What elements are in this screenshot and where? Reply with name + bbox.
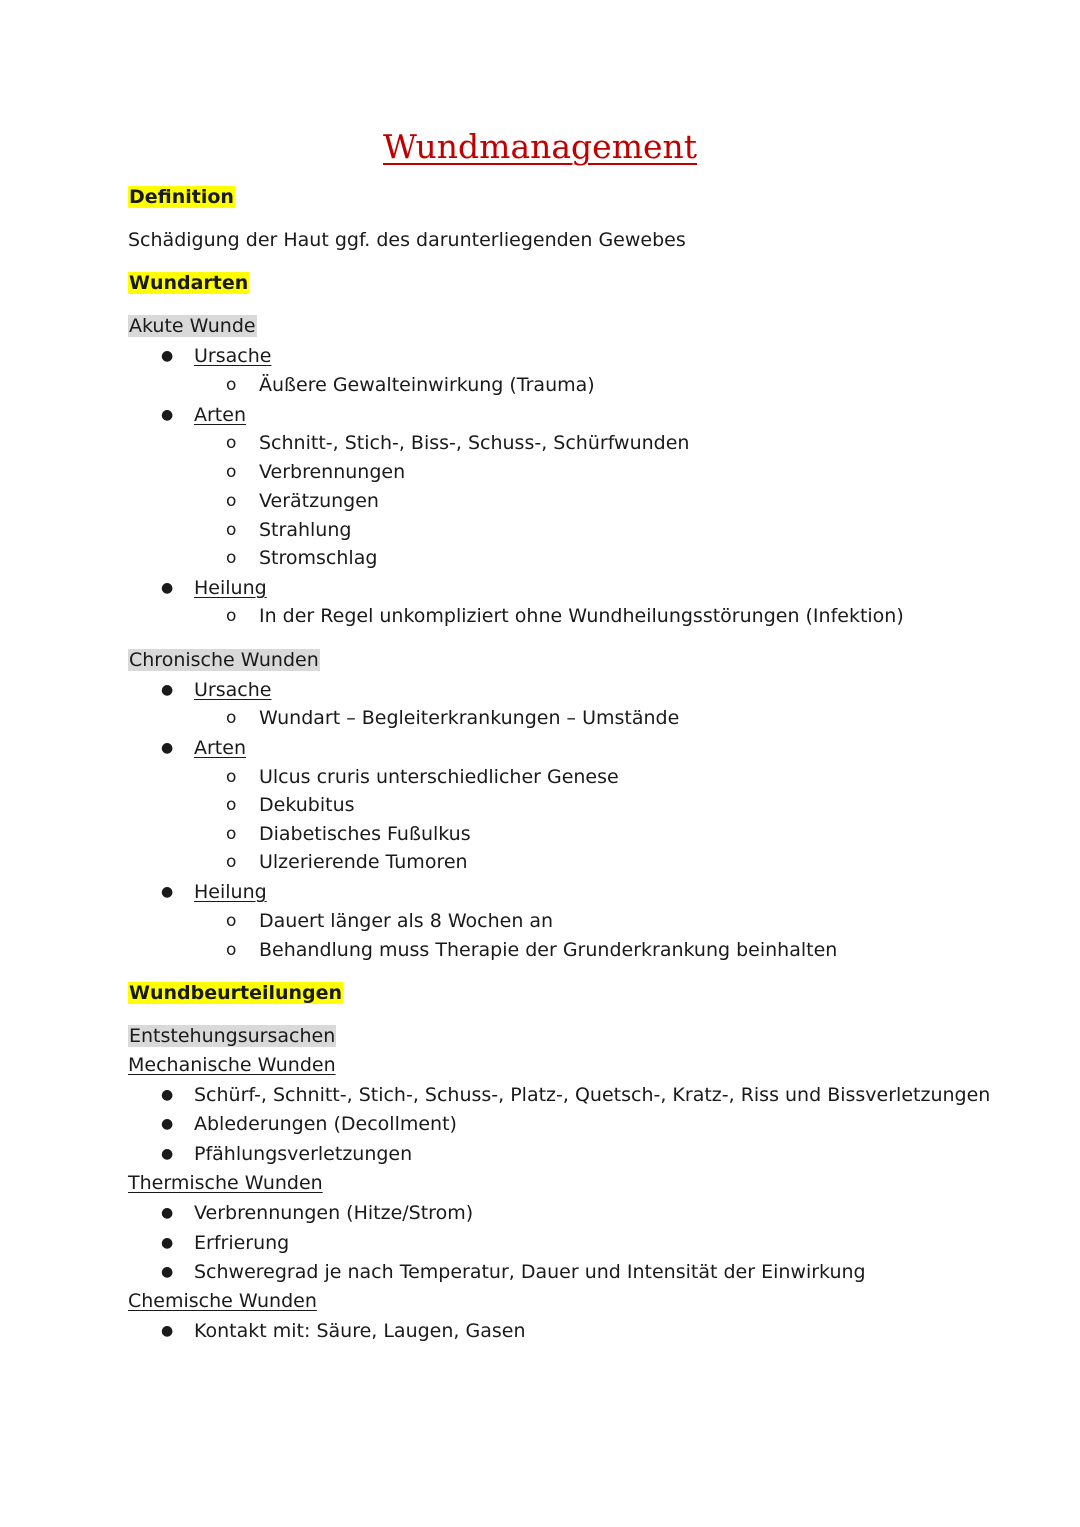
akut-ursache-item: Äußere Gewalteinwirkung (Trauma) — [259, 374, 595, 396]
bullet-icon: ● — [161, 1264, 174, 1280]
chronisch-arten-item: Diabetisches Fußulkus — [259, 823, 471, 845]
bullet-icon: ● — [161, 407, 174, 423]
akut-ursache-label: Ursache — [194, 345, 272, 367]
akut-arten-item: Strahlung — [259, 519, 352, 541]
circle-bullet-icon: o — [226, 375, 237, 395]
mechanisch-item: Ablederungen (Decollment) — [194, 1113, 457, 1135]
circle-bullet-icon: o — [226, 852, 237, 872]
thermisch-item: Erfrierung — [194, 1232, 290, 1254]
circle-bullet-icon: o — [226, 767, 237, 787]
circle-bullet-icon: o — [226, 911, 237, 931]
akut-heilung-item: In der Regel unkompliziert ohne Wundheilungsstörungen (Infektion) — [259, 605, 904, 627]
chronisch-ursache-item: Wundart – Begleiterkrankungen – Umstände — [259, 707, 680, 729]
chronisch-heilung-item: Dauert länger als 8 Wochen an — [259, 910, 554, 932]
definition-heading: Definition — [129, 186, 234, 208]
circle-bullet-icon: o — [226, 795, 237, 815]
bullet-icon: ● — [161, 1323, 174, 1339]
thermisch-item: Schweregrad je nach Temperatur, Dauer und Intensität der Einwirkung — [194, 1261, 866, 1283]
chemische-wunden-label: Chemische Wunden — [128, 1290, 317, 1312]
thermisch-item: Verbrennungen (Hitze/Strom) — [194, 1202, 474, 1224]
chronische-wunden-heading: Chronische Wunden — [129, 649, 319, 671]
bullet-icon: ● — [161, 1205, 174, 1221]
chronisch-arten-label: Arten — [194, 737, 246, 759]
circle-bullet-icon: o — [226, 433, 237, 453]
chronisch-arten-item: Dekubitus — [259, 794, 355, 816]
circle-bullet-icon: o — [226, 491, 237, 511]
page-title: Wundmanagement — [382, 127, 698, 166]
akute-wunde-heading: Akute Wunde — [129, 315, 256, 337]
bullet-icon: ● — [161, 580, 174, 596]
circle-bullet-icon: o — [226, 708, 237, 728]
chronisch-arten-item: Ulzerierende Tumoren — [259, 851, 468, 873]
akut-arten-item: Verbrennungen — [259, 461, 406, 483]
circle-bullet-icon: o — [226, 548, 237, 568]
chronisch-ursache-label: Ursache — [194, 679, 272, 701]
chemisch-item: Kontakt mit: Säure, Laugen, Gasen — [194, 1320, 526, 1342]
bullet-icon: ● — [161, 1087, 174, 1103]
bullet-icon: ● — [161, 884, 174, 900]
akut-arten-item: Stromschlag — [259, 547, 378, 569]
akut-arten-item: Schnitt-, Stich-, Biss-, Schuss-, Schürfwunden — [259, 432, 690, 454]
mechanisch-item: Schürf-, Schnitt-, Stich-, Schuss-, Platz-, Quetsch-, Kratz-, Riss und Bissverletzungen — [194, 1084, 991, 1106]
bullet-icon: ● — [161, 1116, 174, 1132]
chronisch-heilung-label: Heilung — [194, 881, 267, 903]
wundbeurteilungen-heading: Wundbeurteilungen — [129, 982, 343, 1004]
akut-arten-label: Arten — [194, 404, 246, 426]
bullet-icon: ● — [161, 1146, 174, 1162]
circle-bullet-icon: o — [226, 520, 237, 540]
thermische-wunden-label: Thermische Wunden — [128, 1172, 323, 1194]
entstehungsursachen-heading: Entstehungsursachen — [129, 1025, 336, 1047]
chronisch-heilung-item: Behandlung muss Therapie der Grunderkrankung beinhalten — [259, 939, 838, 961]
bullet-icon: ● — [161, 1235, 174, 1251]
bullet-icon: ● — [161, 348, 174, 364]
mechanische-wunden-label: Mechanische Wunden — [128, 1054, 336, 1076]
wundarten-heading: Wundarten — [129, 272, 249, 294]
bullet-icon: ● — [161, 740, 174, 756]
circle-bullet-icon: o — [226, 940, 237, 960]
chronisch-arten-item: Ulcus cruris unterschiedlicher Genese — [259, 766, 619, 788]
definition-text: Schädigung der Haut ggf. des darunterliegenden Gewebes — [128, 229, 686, 251]
mechanisch-item: Pfählungsverletzungen — [194, 1143, 413, 1165]
circle-bullet-icon: o — [226, 824, 237, 844]
akut-arten-item: Verätzungen — [259, 490, 379, 512]
akut-heilung-label: Heilung — [194, 577, 267, 599]
circle-bullet-icon: o — [226, 606, 237, 626]
circle-bullet-icon: o — [226, 462, 237, 482]
bullet-icon: ● — [161, 682, 174, 698]
